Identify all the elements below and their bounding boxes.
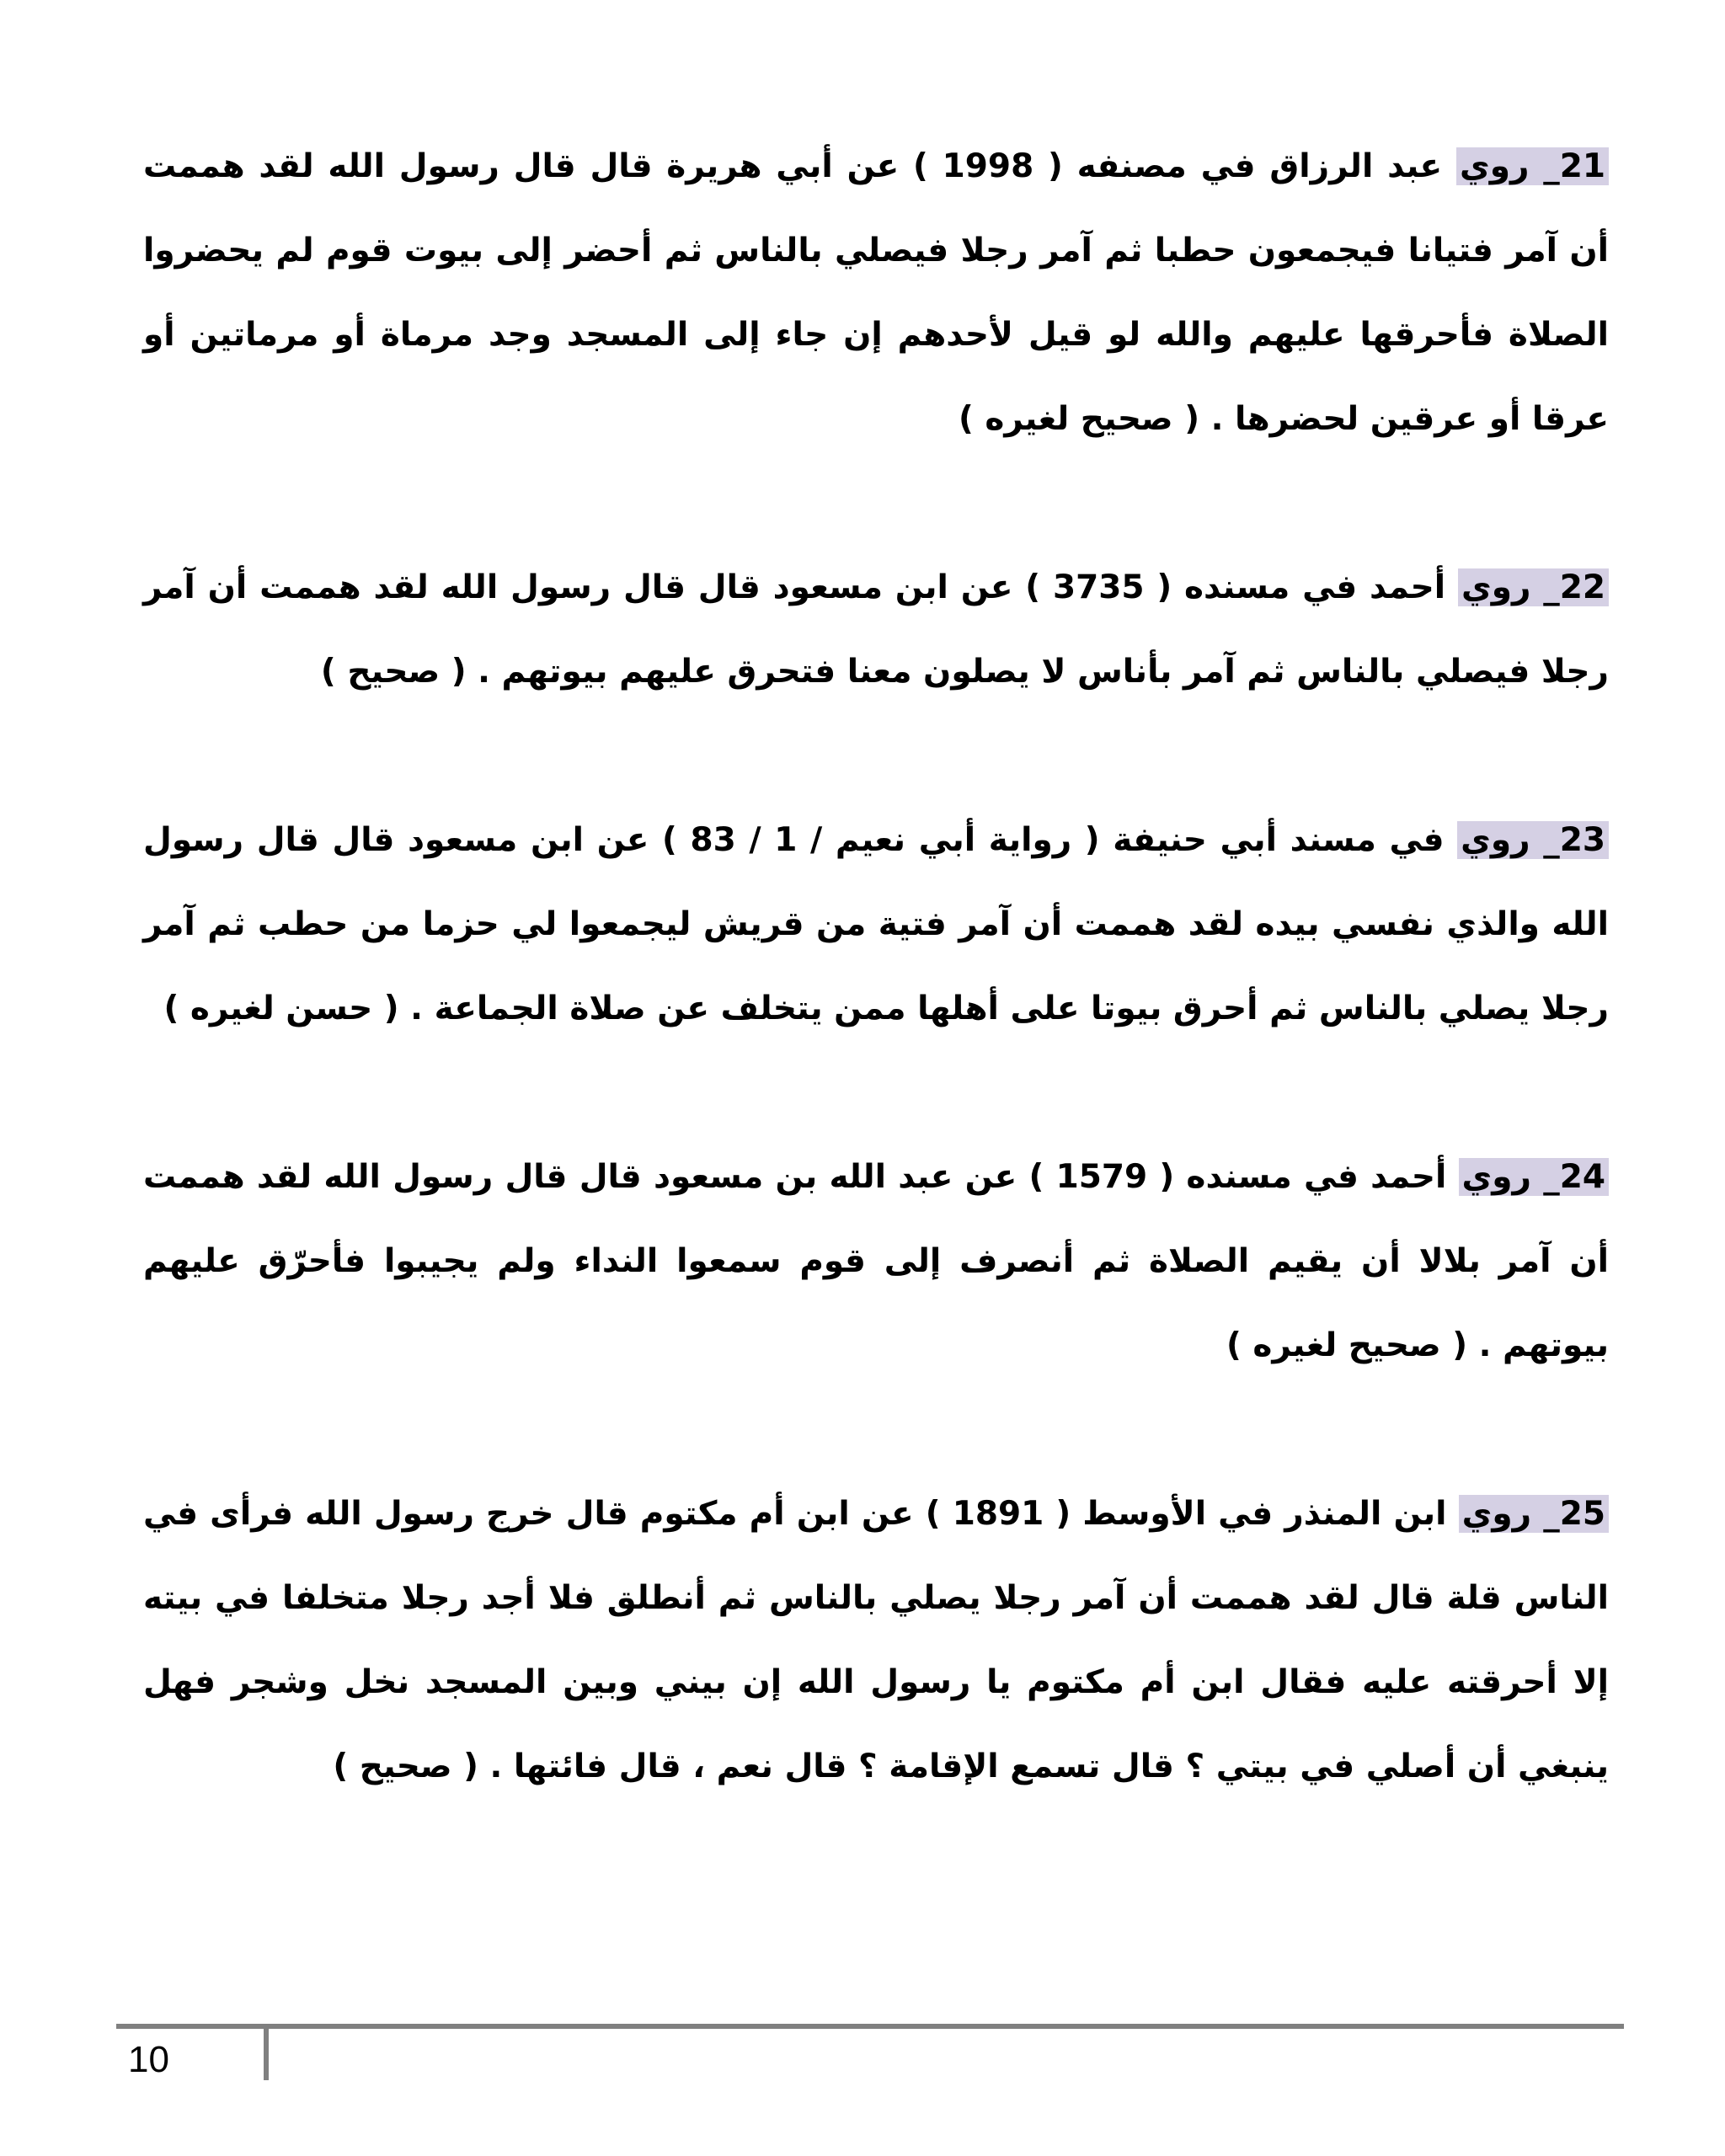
hadith-25	[143, 1472, 1609, 1809]
footer-rule	[116, 2024, 1624, 2029]
hadith-23	[143, 798, 1609, 1051]
hadith-marker: 22_ روي	[1458, 568, 1609, 606]
hadith-21	[143, 125, 1609, 462]
footer-divider-tick	[264, 2026, 269, 2080]
hadith-marker: 23_ روي	[1457, 821, 1609, 859]
hadith-24	[143, 1135, 1609, 1388]
hadith-text: ابن المنذر في الأوسط ( 1891 ) عن ابن أم مكتوم قال خرج رسول الله فرأى في الناس قلة قال لقد هممت أن آمر رجلا يصلي بالناس ثم أنطلق فلا أجد رجلا متخلفا في بيته إلا أحرقته عليه فقال ابن أم مكتوم يا رسول الله إن بيني وبين المسجد نخل وشجر فهل ينبغي أن أصلي في بيتي ؟ قال تسمع الإقامة ؟ قال نعم ، قال فائتها . ( صحيح )	[143, 1495, 1609, 1785]
hadith-marker: 24_ روي	[1459, 1158, 1609, 1196]
hadith-text: أحمد في مسنده ( 3735 ) عن ابن مسعود قال قال رسول الله لقد هممت أن آمر رجلا فيصلي بالناس ثم آمر بأناس لا يصلون معنا فتحرق عليهم بيوتهم . ( صحيح )	[143, 568, 1609, 691]
hadith-text: أحمد في مسنده ( 1579 ) عن عبد الله بن مسعود قال قال رسول الله لقد هممت أن آمر بلالا أن يقيم الصلاة ثم أنصرف إلى قوم سمعوا النداء ولم يجيبوا فأحرّق عليهم بيوتهم . ( صحيح لغيره )	[143, 1158, 1609, 1364]
hadith-text: عبد الرزاق في مصنفه ( 1998 ) عن أبي هريرة قال قال رسول الله لقد هممت أن آمر فتيانا فيجمعون حطبا ثم آمر رجلا فيصلي بالناس ثم أحضر إلى بيوت قوم لم يحضروا الصلاة فأحرقها عليهم والله لو قيل لأحدهم إن جاء إلى المسجد وجد مرماة أو مرماتين أو عرقا أو عرقين لحضرها . ( صحيح لغيره )	[143, 147, 1609, 438]
hadith-marker: 21_ روي	[1456, 147, 1609, 185]
hadith-list	[143, 125, 1609, 1809]
hadith-text: في مسند أبي حنيفة ( رواية أبي نعيم / 1 / 83 ) عن ابن مسعود قال قال رسول الله والذي نفسي بيده لقد هممت أن آمر فتية من قريش ليجمعوا لي حزما من حطب ثم آمر رجلا يصلي بالناس ثم أحرق بيوتا على أهلها ممن يتخلف عن صلاة الجماعة . ( حسن لغيره )	[143, 821, 1609, 1027]
hadith-22	[143, 546, 1609, 714]
hadith-marker: 25_ روي	[1459, 1495, 1609, 1533]
page-number: 10	[128, 2039, 169, 2080]
